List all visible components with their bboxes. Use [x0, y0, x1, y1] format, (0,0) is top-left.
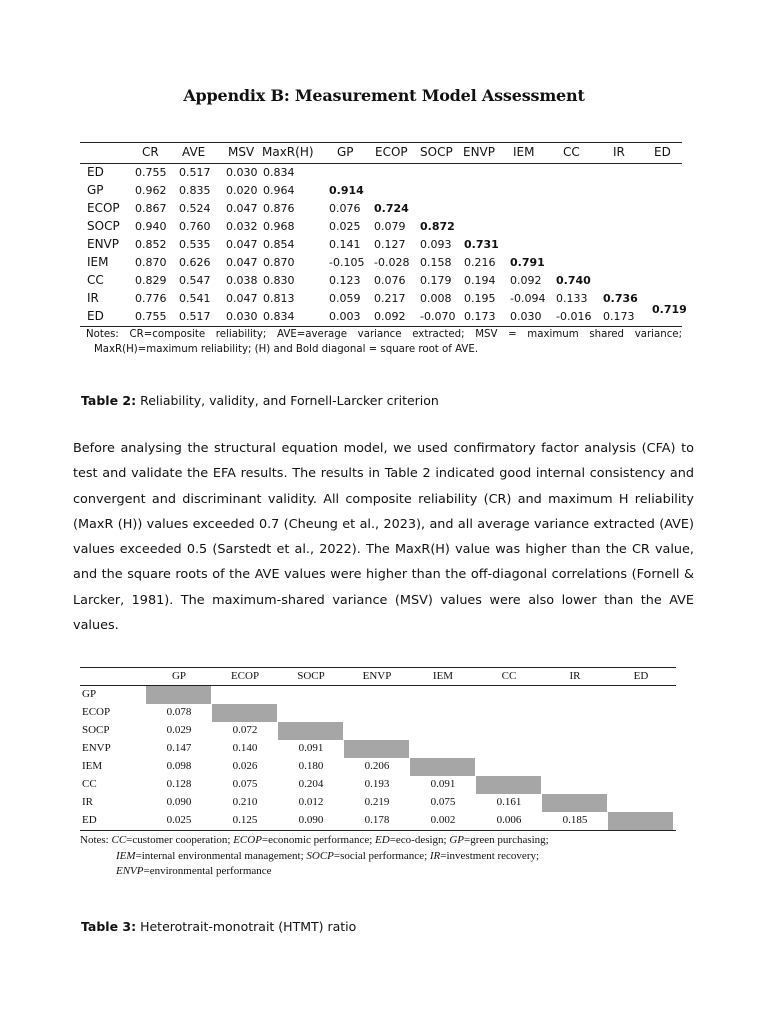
table2-cell: 0.195 [464, 292, 496, 305]
table2-cell: 0.059 [329, 292, 361, 305]
table2-cell: -0.028 [374, 256, 410, 269]
notes-ed-def: =eco-design; [389, 834, 450, 846]
table3-notes [80, 833, 680, 880]
table2-col-header: CC [563, 145, 580, 159]
table2-cell: 0.755 [135, 166, 167, 179]
table3-col-header: GP [171, 670, 187, 682]
table3-cell: 0.161 [496, 796, 522, 808]
table3-cell: 0.012 [298, 796, 324, 808]
table2-cell: 0.870 [263, 256, 295, 269]
notes-iem-abbr: IEM [116, 849, 136, 862]
table2-cell: 0.003 [329, 310, 361, 323]
table2-cell: 0.127 [374, 238, 406, 251]
table3-diagonal-shade [410, 758, 475, 776]
table2-notes-line1: Notes: CR=composite reliability; AVE=average variance extracted; MSV = maximum shared variance; [86, 329, 682, 340]
table2-cell: 0.830 [263, 274, 295, 287]
table2-col-header: MSV [228, 145, 255, 159]
table2-cell: 0.834 [263, 166, 295, 179]
table3-diagonal-shade [212, 704, 277, 722]
table3-notes-line2 [80, 849, 680, 865]
table2-cell: 0.867 [135, 202, 167, 215]
table2-diagonal-cell: 0.724 [374, 202, 409, 215]
table2-cell: 0.032 [226, 220, 258, 233]
table3-cell: 0.180 [298, 760, 324, 772]
table3-notes-line1 [80, 833, 680, 849]
table3-cell: 0.072 [232, 724, 258, 736]
table2-col-header: CR [142, 145, 159, 159]
table3-cell: 0.075 [430, 796, 456, 808]
table2-cell: 0.092 [374, 310, 406, 323]
table3-caption [81, 919, 356, 934]
table2-diagonal-cell: 0.719 [652, 303, 687, 316]
table2-cell: 0.524 [179, 202, 211, 215]
table2-diagonal-cell: 0.731 [464, 238, 499, 251]
table2-cell: 0.547 [179, 274, 211, 287]
notes-prefix: Notes: [80, 834, 112, 846]
table3-cell: 0.204 [298, 778, 324, 790]
table3-col-header: ENVP [362, 670, 392, 682]
notes-cc-def: =customer cooperation; [126, 834, 234, 846]
table3-cell: 0.029 [166, 724, 192, 736]
table2-cell: 0.876 [263, 202, 295, 215]
table2-cell: 0.020 [226, 184, 258, 197]
notes-gp-def: =green purchasing; [464, 834, 549, 846]
table2-col-header: GP [337, 145, 354, 159]
table3-cell: 0.006 [496, 814, 522, 826]
table2-col-header: IEM [513, 145, 535, 159]
table2-cell: 0.940 [135, 220, 167, 233]
table2-caption [81, 393, 439, 408]
table2-cell: 0.173 [603, 310, 635, 323]
table2-cell: 0.216 [464, 256, 496, 269]
table2-cell: 0.217 [374, 292, 406, 305]
table3-row-label: SOCP [82, 724, 110, 736]
table2-cell: 0.813 [263, 292, 295, 305]
table2-cell: 0.092 [510, 274, 542, 287]
page-title: Appendix B: Measurement Model Assessment [183, 86, 585, 105]
table2-cell: 0.962 [135, 184, 167, 197]
table3-caption-text: Heterotrait-monotrait (HTMT) ratio [136, 919, 357, 934]
notes-iem-def: =internal environmental management; [135, 849, 307, 862]
table2-cell: 0.535 [179, 238, 211, 251]
table2-cell: 0.517 [179, 166, 211, 179]
table2-row-label: ENVP [87, 237, 120, 251]
table2-row-label: ED [87, 309, 104, 323]
table3-cell: 0.185 [562, 814, 588, 826]
table3-cell: 0.025 [166, 814, 192, 826]
table3-cell: 0.128 [166, 778, 192, 790]
table2-row-label: SOCP [87, 219, 120, 233]
table2-row-label: ED [87, 165, 104, 179]
body-paragraph: Before analysing the structural equation model, we used confirmatory factor analysis (CFA) to test and validate the EFA results. The results in Table 2 indicated good internal consistency and convergent and discriminant validity. All composite reliability (CR) and maximum H reliability (MaxR (H)) values exceeded 0.7 (Cheung et al., 2023), and all average variance extracted (AVE) values exceeded 0.5 (Sarstedt et al., 2022). The MaxR(H) value was higher than the CR value, and the square roots of the AVE values were higher than the off-diagonal correlations (Fornell & Larcker, 1981). The maximum-shared variance (MSV) values were also lower than the AVE values. [73, 441, 694, 634]
table2-cell: 0.964 [263, 184, 295, 197]
table3-diagonal-shade [542, 794, 607, 812]
table2-cell: 0.030 [226, 310, 258, 323]
table2-diagonal-cell: 0.740 [556, 274, 591, 287]
table2-cell: 0.093 [420, 238, 452, 251]
table2-top-rule [80, 142, 682, 143]
table2-diagonal-cell: 0.872 [420, 220, 455, 233]
table2-caption-text: Reliability, validity, and Fornell-Larcker criterion [136, 393, 439, 408]
table3-cell: 0.178 [364, 814, 390, 826]
table2-cell: 0.076 [374, 274, 406, 287]
table2-cell: 0.047 [226, 256, 258, 269]
table3-caption-label: Table 3: [81, 919, 137, 934]
notes-ir-abbr: IR [429, 849, 441, 862]
table3-cell: 0.002 [430, 814, 456, 826]
table3-col-header: ECOP [230, 670, 260, 682]
table2-col-header: ECOP [375, 145, 408, 159]
table2-cell: 0.541 [179, 292, 211, 305]
table2-row-label: ECOP [87, 201, 120, 215]
table2-row-label: GP [87, 183, 104, 197]
table2-cell: 0.829 [135, 274, 167, 287]
table3-cell: 0.140 [232, 742, 258, 754]
table3-col-header: SOCP [297, 670, 325, 682]
table2-col-header: ENVP [463, 145, 496, 159]
notes-ed-abbr: ED [375, 834, 390, 846]
notes-cc-abbr: CC [111, 834, 127, 846]
table2-cell: 0.194 [464, 274, 496, 287]
table3-col-header: CC [501, 670, 517, 682]
table3-cell: 0.125 [232, 814, 258, 826]
table2-cell: 0.141 [329, 238, 361, 251]
table2-cell: 0.179 [420, 274, 452, 287]
table2-cell: 0.854 [263, 238, 295, 251]
table2-col-header: ED [654, 145, 671, 159]
notes-envp-abbr: ENVP [116, 865, 144, 877]
table3-row-label: IEM [82, 760, 103, 772]
table2-row-label: IR [87, 291, 99, 305]
table3-col-header: ED [633, 670, 649, 682]
table2-col-header: MaxR(H) [262, 145, 314, 159]
table2-diagonal-cell: 0.736 [603, 292, 638, 305]
table3-row-label: ECOP [82, 706, 111, 718]
table3-cell: 0.219 [364, 796, 390, 808]
table2-cell: 0.030 [226, 166, 258, 179]
notes-gp-abbr: GP [449, 834, 465, 846]
table2-cell: 0.047 [226, 292, 258, 305]
table2-cell: -0.070 [420, 310, 456, 323]
table2-col-header: AVE [182, 145, 206, 159]
table2-cell: 0.008 [420, 292, 452, 305]
table2-cell: 0.076 [329, 202, 361, 215]
table2-cell: 0.870 [135, 256, 167, 269]
table3-row-label: GP [82, 688, 97, 700]
table3-notes-line3 [80, 864, 680, 880]
table3-row-label: ENVP [82, 742, 111, 754]
table2-row-label: IEM [87, 255, 109, 269]
table3-cell: 0.193 [364, 778, 390, 790]
table2-cell: 0.133 [556, 292, 588, 305]
table3-cell: 0.026 [232, 760, 258, 772]
table2-cell: 0.776 [135, 292, 167, 305]
table2-cell: 0.760 [179, 220, 211, 233]
table3-row-label: CC [82, 778, 97, 790]
table2-cell: 0.852 [135, 238, 167, 251]
table3-row-label: ED [82, 814, 97, 826]
table3-cell: 0.210 [232, 796, 258, 808]
table3-col-header: IEM [432, 670, 454, 682]
table2-cell: 0.834 [263, 310, 295, 323]
table2-notes [86, 327, 682, 357]
notes-socp-def: =social performance; [333, 849, 430, 862]
table2-cell: 0.047 [226, 202, 258, 215]
table2-cell: 0.626 [179, 256, 211, 269]
table2-cell: -0.094 [510, 292, 546, 305]
table3-bottom-rule [80, 830, 676, 831]
table2-cell: 0.038 [226, 274, 258, 287]
table3-cell: 0.147 [166, 742, 192, 754]
table2-cell: -0.105 [329, 256, 365, 269]
table3-cell: 0.098 [166, 760, 192, 772]
table3-cell: 0.075 [232, 778, 258, 790]
table3-row-label: IR [82, 796, 93, 808]
table2-cell: 0.079 [374, 220, 406, 233]
table3-cell: 0.090 [166, 796, 192, 808]
table3-diagonal-shade [278, 722, 343, 740]
table2-cell: 0.755 [135, 310, 167, 323]
table2-cell: 0.173 [464, 310, 496, 323]
table2-cell: 0.025 [329, 220, 361, 233]
table2-cell: 0.835 [179, 184, 211, 197]
table2-cell: -0.016 [556, 310, 592, 323]
table2-header-rule [80, 163, 682, 164]
table2-diagonal-cell: 0.791 [510, 256, 545, 269]
notes-socp-abbr: SOCP [306, 849, 334, 862]
table2-row-label: CC [87, 273, 104, 287]
table3-cell: 0.206 [364, 760, 390, 772]
table3-cell: 0.091 [430, 778, 456, 790]
table2-cell: 0.517 [179, 310, 211, 323]
table3-diagonal-shade [476, 776, 541, 794]
table2-cell: 0.030 [510, 310, 542, 323]
table3-col-header: IR [569, 670, 581, 682]
table2-cell: 0.158 [420, 256, 452, 269]
table3-cell: 0.078 [166, 706, 192, 718]
table2-notes-line2: MaxR(H)=maximum reliability; (H) and Bold diagonal = square root of AVE. [94, 344, 479, 355]
table2-col-header: IR [613, 145, 625, 159]
notes-ecop-def: =economic performance; [261, 834, 376, 846]
notes-envp-def: =environmental performance [143, 865, 272, 877]
table3-diagonal-shade [344, 740, 409, 758]
table3-diagonal-shade [146, 686, 211, 704]
table2-cell: 0.968 [263, 220, 295, 233]
table2-diagonal-cell: 0.914 [329, 184, 364, 197]
table2-col-header: SOCP [420, 145, 453, 159]
table3-cell: 0.091 [298, 742, 324, 754]
table2-caption-label: Table 2: [81, 393, 137, 408]
table3-cell: 0.090 [298, 814, 324, 826]
table3-top-rule [80, 667, 676, 668]
table2-cell: 0.123 [329, 274, 361, 287]
table2-cell: 0.047 [226, 238, 258, 251]
notes-ecop-abbr: ECOP [233, 834, 262, 846]
notes-ir-def: =investment recovery; [440, 849, 540, 862]
table3-diagonal-shade [608, 812, 673, 830]
